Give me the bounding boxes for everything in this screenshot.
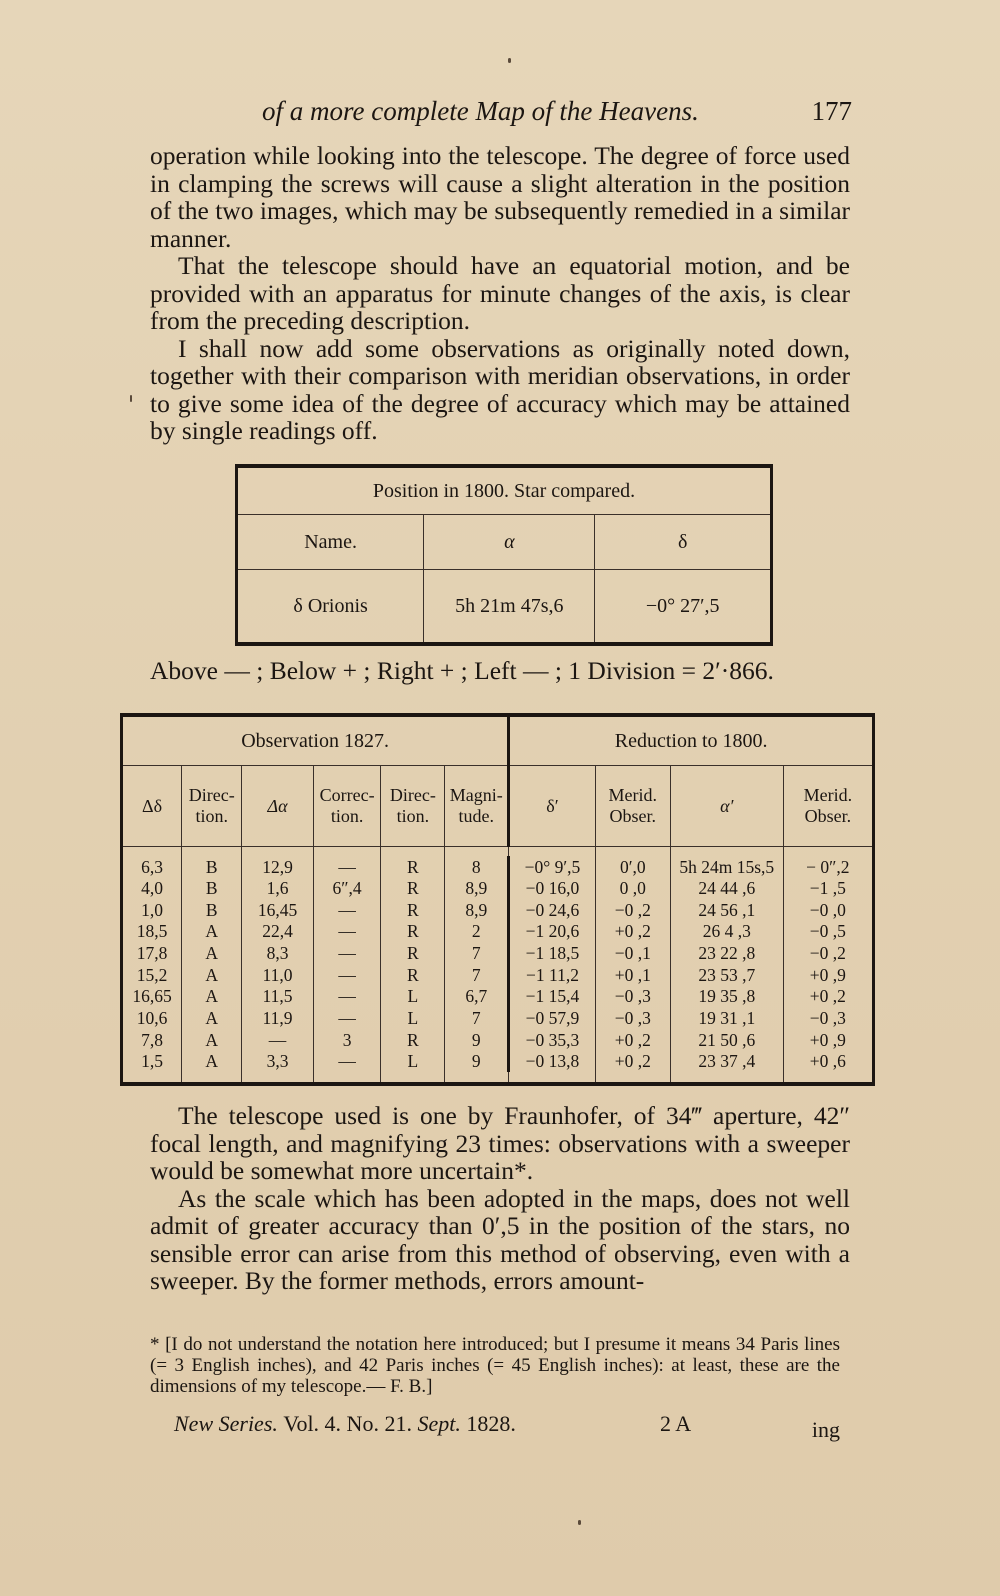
table-cell: A [182,1029,242,1051]
table-cell: +0 ,6 [783,1051,873,1073]
paragraph: That the telescope should have an equatorial motion, and be provided with an apparatus for minute changes of the axis, is clear from the preceding description. [150,251,850,335]
table-cell: — [313,921,381,943]
column-header: Direc- tion. [381,766,445,847]
footnote-text: * [I do not understand the notation here introduced; but I presume it means 34 Paris lines (= 3 English inches), and 42 Paris inches (= 45 English inches): at least, these are the dimensions of my telescope.— F. B.] [150,1334,840,1397]
table-cell: −0 ,1 [595,943,670,965]
table-cell: L [381,986,445,1008]
column-header: Δδ [122,766,182,847]
table-cell: +0 ,2 [783,986,873,1008]
section-header-reduction: Reduction to 1800. [509,715,874,766]
table-cell: 7,8 [122,1029,182,1051]
table-cell: 2 [445,921,509,943]
table-cell: 26 4 ,3 [670,921,783,943]
table-cell: L [381,1051,445,1073]
table-cell: 11,9 [242,1008,313,1030]
table-cell: B [182,878,242,900]
table-cell: R [381,856,445,878]
table-cell: A [182,943,242,965]
table-cell: 21 50 ,6 [670,1029,783,1051]
table-cell: 12,9 [242,856,313,878]
column-header: Correc- tion. [313,766,381,847]
signature-mark: 2 A [660,1411,692,1436]
table-cell: R [381,878,445,900]
column-header: Merid. Obser. [595,766,670,847]
paragraph: operation while looking into the telescope. The degree of force used in clamping the screws will cause a slight alteration in the position of the two images, which may be subsequently remedied in a similar manner. [150,141,850,253]
table-cell: 17,8 [122,943,182,965]
table-cell: 11,5 [242,986,313,1008]
column-header: δ [595,515,772,570]
table-cell: 23 37 ,4 [670,1051,783,1073]
table-cell: +0 ,2 [595,921,670,943]
table-row [122,921,874,943]
table-cell: — [313,899,381,921]
table-cell: 1,0 [122,899,182,921]
table-cell: −1 18,5 [509,943,595,965]
table-cell: +0 ,9 [783,964,873,986]
column-header: Δα [242,766,313,847]
table-cell: A [182,921,242,943]
footnote [150,1334,840,1397]
table-cell: −0° 9′,5 [509,856,595,878]
table-cell: 10,6 [122,1008,182,1030]
spacer-cell [509,847,595,857]
table-row [122,1051,874,1073]
table-cell: −0 16,0 [509,878,595,900]
table-cell: 1,5 [122,1051,182,1073]
table-cell: +0 ,1 [595,964,670,986]
table-cell: R [381,964,445,986]
table-cell: − 0″,2 [783,856,873,878]
paragraph: I shall now add some observations as originally noted down, together with their comparison with meridian observations, in order to give some idea of the degree of accuracy which may be attained by single readings off. [150,333,850,445]
spacer-cell [122,1072,182,1084]
footer-year: 1828. [466,1411,516,1436]
column-header: Magni- tude. [445,766,509,847]
footer-imprint [174,1411,516,1437]
table-cell: 24 44 ,6 [670,878,783,900]
table-cell: 3,3 [242,1051,313,1073]
table-cell: 6,7 [445,986,509,1008]
table-cell: 6,3 [122,856,182,878]
table-cell: 7 [445,1008,509,1030]
table-cell: A [182,1051,242,1073]
star-ra: 5h 21m 47s,6 [424,570,595,644]
table-cell: 19 35 ,8 [670,986,783,1008]
table-cell: R [381,1029,445,1051]
table-cell: −0 ,2 [783,943,873,965]
paragraph: The telescope used is one by Fraunhofer, of 34‴ aperture, 42″ focal length, and magnifying 23 times: observations with a sweeper would be somewhat more uncertain*. [150,1101,850,1185]
table-cell: — [313,1008,381,1030]
spacer-cell [783,847,873,857]
table-cell: −0 ,0 [783,899,873,921]
column-header: δ′ [509,766,595,847]
table-cell: 1,6 [242,878,313,900]
table-cell: 6″,4 [313,878,381,900]
observation-table [120,713,875,1086]
table-cell: −1 ,5 [783,878,873,900]
table-cell: −0 ,5 [783,921,873,943]
table-cell: 0′,0 [595,856,670,878]
table-cell: −0 13,8 [509,1051,595,1073]
table-cell: R [381,899,445,921]
table-cell: 8 [445,856,509,878]
table-cell: 7 [445,943,509,965]
table-cell: 23 22 ,8 [670,943,783,965]
table-cell: 16,65 [122,986,182,1008]
table-cell: −0 ,2 [595,899,670,921]
table-cell: R [381,921,445,943]
paper-speck [508,58,511,63]
spacer-cell [445,847,509,857]
table-cell: — [313,986,381,1008]
table-cell: 15,2 [122,964,182,986]
table-cell: 4,0 [122,878,182,900]
table-row [122,1029,874,1051]
footer-series: New Series. [174,1411,278,1436]
spacer-cell [182,1072,242,1084]
table-cell: −1 11,2 [509,964,595,986]
column-header: Direc- tion. [182,766,242,847]
table-cell: R [381,943,445,965]
table-row [122,964,874,986]
table-cell: — [313,964,381,986]
table-cell: 16,45 [242,899,313,921]
table-cell: L [381,1008,445,1030]
table-cell: 8,3 [242,943,313,965]
running-title: of a more complete Map of the Heavens. [262,96,699,126]
table-cell: B [182,899,242,921]
spacer-cell [509,1072,595,1084]
table-cell: B [182,856,242,878]
table-cell: −1 15,4 [509,986,595,1008]
table-row [122,986,874,1008]
star-dec: −0° 27′,5 [595,570,772,644]
star-position-table [235,464,773,646]
spacer-cell [313,847,381,857]
footer-volume: Vol. 4. No. 21. [283,1411,412,1436]
paragraph: As the scale which has been adopted in the maps, does not well admit of greater accuracy than 0′,5 in the position of the stars, no sensible error can arise from this method of observing, even with a sweeper. By the former methods, errors amount- [150,1183,850,1295]
table-row [122,856,874,878]
star-name: δ Orionis [237,570,424,644]
table-cell: — [313,943,381,965]
table-cell: A [182,986,242,1008]
table-cell: +0 ,2 [595,1051,670,1073]
table-row [122,1008,874,1030]
table-cell: −0 ,3 [595,1008,670,1030]
table-cell: 22,4 [242,921,313,943]
table-cell: −0 24,6 [509,899,595,921]
spacer-cell [122,847,182,857]
table-cell: — [313,1051,381,1073]
spacer-cell [381,1072,445,1084]
table-cell: 19 31 ,1 [670,1008,783,1030]
spacer-cell [242,847,313,857]
division-legend: Above — ; Below + ; Right + ; Left — ; 1 Division = 2′·866. [150,656,774,685]
table-cell: 8,9 [445,899,509,921]
column-header: Merid. Obser. [783,766,873,847]
table-cell: −0 ,3 [595,986,670,1008]
table-cell: −1 20,6 [509,921,595,943]
table-cell: +0 ,2 [595,1029,670,1051]
table-cell: 7 [445,964,509,986]
page-header [262,96,852,136]
spacer-cell [182,847,242,857]
table-cell: −0 57,9 [509,1008,595,1030]
star-table-title: Position in 1800. Star compared. [237,466,772,515]
table-cell: 23 53 ,7 [670,964,783,986]
table-cell: 11,0 [242,964,313,986]
section-header-observation: Observation 1827. [122,715,509,766]
page-footer [174,1411,840,1443]
column-header: α′ [670,766,783,847]
page-number: 177 [811,96,852,126]
spacer-cell [783,1072,873,1084]
table-cell: −0 35,3 [509,1029,595,1051]
table-cell: — [242,1029,313,1051]
table-cell: 3 [313,1029,381,1051]
spacer-cell [313,1072,381,1084]
table-row [122,878,874,900]
table-cell: 9 [445,1029,509,1051]
footer-month: Sept. [417,1411,461,1436]
body-text-top [150,142,850,445]
body-text-bottom [150,1102,850,1295]
spacer-cell [381,847,445,857]
spacer-cell [595,1072,670,1084]
table-cell: A [182,1008,242,1030]
table-cell: — [313,856,381,878]
table-cell: 18,5 [122,921,182,943]
table-cell: 24 56 ,1 [670,899,783,921]
table-cell: 0 ,0 [595,878,670,900]
paper-speck [578,1520,581,1525]
spacer-cell [670,1072,783,1084]
catchword: ing [811,1417,840,1442]
table-cell: A [182,964,242,986]
spacer-cell [670,847,783,857]
table-cell: 8,9 [445,878,509,900]
spacer-cell [445,1072,509,1084]
column-header: α [424,515,595,570]
table-cell: 9 [445,1051,509,1073]
table-cell: +0 ,9 [783,1029,873,1051]
paper-speck [130,395,132,402]
column-header: Name. [237,515,424,570]
table-row [122,943,874,965]
spacer-cell [595,847,670,857]
spacer-cell [242,1072,313,1084]
table-cell: 5h 24m 15s,5 [670,856,783,878]
table-cell: −0 ,3 [783,1008,873,1030]
table-row [122,899,874,921]
